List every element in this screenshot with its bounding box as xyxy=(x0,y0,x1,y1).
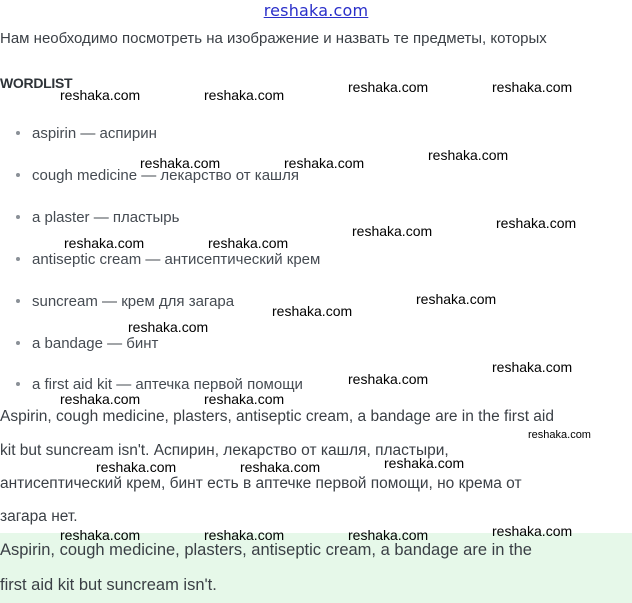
watermark-text: reshaka.com xyxy=(60,527,141,543)
paragraph-line: Aspirin, cough medicine, plasters, antiseptic cream, a bandage are in the first aid xyxy=(0,408,554,425)
watermark-text: reshaka.com xyxy=(272,303,353,319)
watermark-text: reshaka.com xyxy=(60,87,141,103)
list-item xyxy=(16,335,158,352)
watermark-text: reshaka.com xyxy=(348,371,429,387)
bullet-icon xyxy=(16,215,20,219)
site-logo-link[interactable]: reshaka.com xyxy=(263,1,369,20)
watermark-text: reshaka.com xyxy=(204,87,285,103)
list-item-text: cough medicine — лекарство от кашля xyxy=(32,167,299,184)
paragraph-line: загара нет. xyxy=(0,508,78,525)
answer-line: first aid kit but suncream isn't. xyxy=(0,576,217,594)
intro-text: Нам необходимо посмотреть на изображение и назвать те предметы, которых xyxy=(0,30,547,47)
list-item-text: aspirin — аспирин xyxy=(32,125,157,142)
list-item-text: a bandage — бинт xyxy=(32,335,159,352)
watermark-text: reshaka.com xyxy=(416,291,497,307)
watermark-text: reshaka.com xyxy=(496,215,577,231)
watermark-text: reshaka.com xyxy=(428,147,509,163)
watermark-text: reshaka.com xyxy=(240,459,321,475)
bullet-icon xyxy=(16,382,20,386)
list-item-text: antiseptic cream — антисептический крем xyxy=(32,251,321,268)
bullet-icon xyxy=(16,173,20,177)
paragraph-line: антисептический крем, бинт есть в аптечке первой помощи, но крема от xyxy=(0,475,522,492)
answer-line: Aspirin, cough medicine, plasters, antiseptic cream, a bandage are in the xyxy=(0,541,532,559)
bullet-icon xyxy=(16,299,20,303)
wordlist-heading: WORDLIST xyxy=(0,75,73,91)
list-item xyxy=(16,209,179,226)
watermark-text: reshaka.com xyxy=(204,391,285,407)
watermark-text: reshaka.com xyxy=(384,455,465,471)
watermark-text: reshaka.com xyxy=(352,223,433,239)
watermark-text: reshaka.com xyxy=(348,527,429,543)
bullet-icon xyxy=(16,257,20,261)
watermark-text: reshaka.com xyxy=(348,79,429,95)
watermark-text: reshaka.com xyxy=(204,527,285,543)
watermark-text: reshaka.com xyxy=(492,79,573,95)
watermark-text: reshaka.com xyxy=(284,155,365,171)
watermark-text: reshaka.com xyxy=(528,429,591,441)
answer-box xyxy=(0,533,632,603)
bullet-icon xyxy=(16,341,20,345)
list-item-text: suncream — крем для загара xyxy=(32,293,235,310)
list-item xyxy=(16,125,157,142)
watermark-text: reshaka.com xyxy=(60,391,141,407)
watermark-text: reshaka.com xyxy=(492,359,573,375)
watermark-text: reshaka.com xyxy=(140,155,221,171)
watermark-text: reshaka.com xyxy=(128,319,209,335)
bullet-icon xyxy=(16,131,20,135)
watermark-text: reshaka.com xyxy=(64,235,145,251)
watermark-text: reshaka.com xyxy=(96,459,177,475)
list-item xyxy=(16,293,234,310)
list-item xyxy=(16,251,320,268)
paragraph-line: kit but suncream isn't. Аспирин, лекарство от кашля, пластыри, xyxy=(0,442,449,459)
watermark-text: reshaka.com xyxy=(208,235,289,251)
list-item-text: a first aid kit — аптечка первой помощи xyxy=(32,376,303,393)
watermark-text: reshaka.com xyxy=(492,523,573,539)
list-item-text: a plaster — пластырь xyxy=(32,209,180,226)
